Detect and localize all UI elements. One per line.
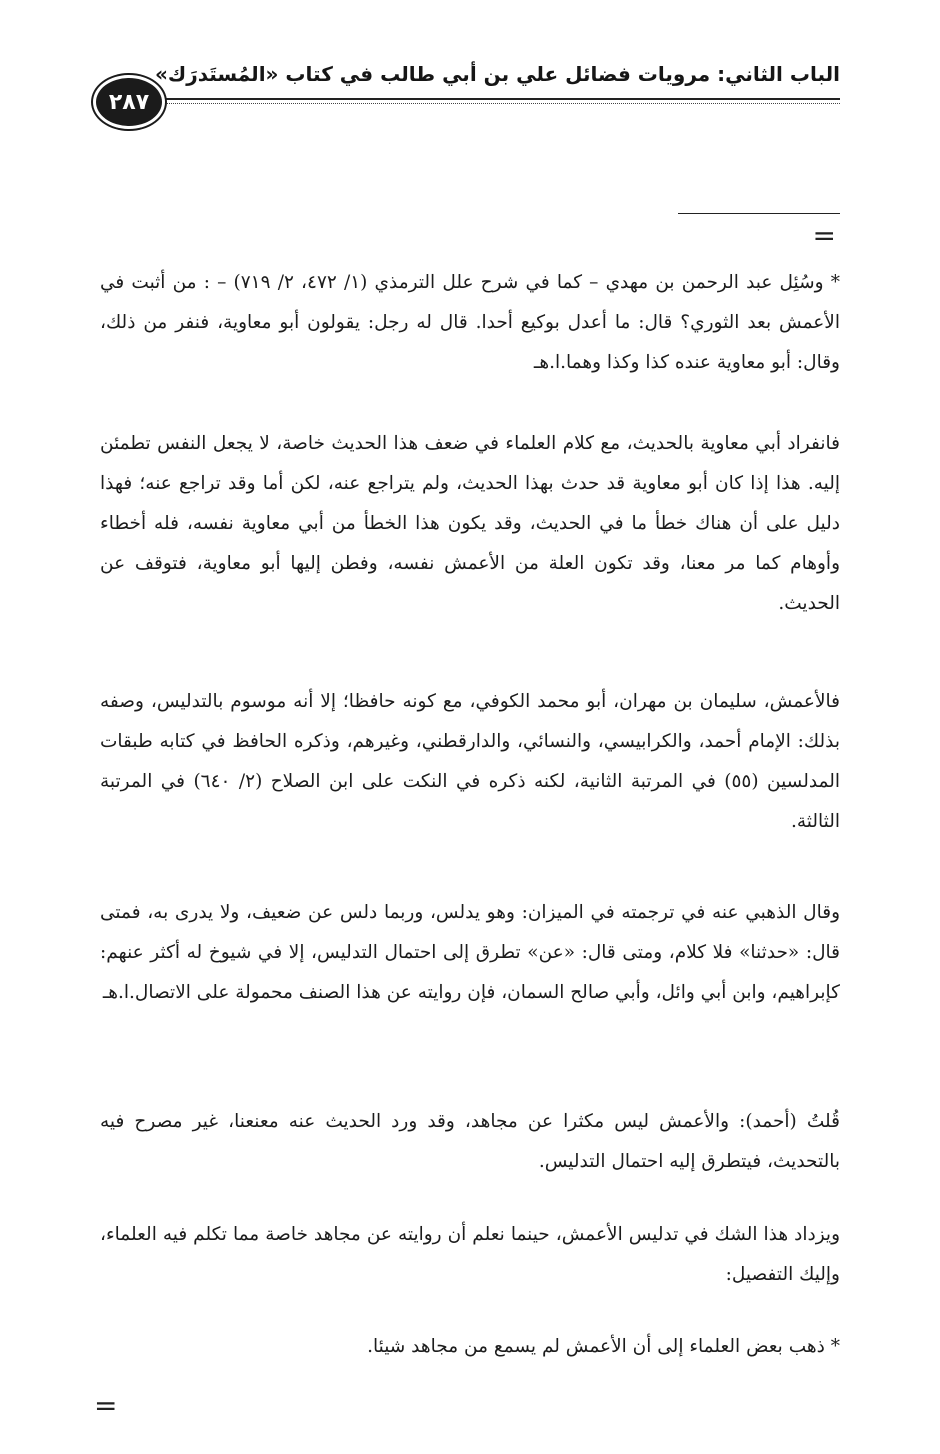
body-paragraph — [100, 1102, 840, 1182]
header-rule-dotted — [148, 103, 840, 104]
body-paragraph — [100, 1215, 840, 1295]
body-paragraph — [100, 1327, 840, 1367]
paragraph: وقال الذهبي عنه في ترجمته في الميزان: وهو يدلس، وربما دلس عن ضعيف، ولا يدرى به، فمتى قال: «حدثنا» فلا كلام، ومتى قال: «عن» تطرق إلى احتمال التدليس، إلا في شيوخ له أكثر عنهم: كإبراهيم، وابن أبي وائل، وأبي صالح السمان، فإن روايته عن هذا الصنف محمولة على الاتصال.ا.هـ — [100, 902, 840, 1003]
body-paragraph — [100, 682, 840, 842]
paragraph: قُلتُ (أحمد): والأعمش ليس مكثرا عن مجاهد، وقد ورد الحديث عنه معنعنا، غير مصرح فيه بالتحديث، فيتطرق إليه احتمال التدليس. — [100, 1111, 840, 1172]
continuation-mark-bottom: = — [94, 1389, 118, 1422]
paragraph: ويزداد هذا الشك في تدليس الأعمش، حينما نعلم أن روايته عن مجاهد خاصة مما تكلم فيه العلماء، وإليك التفصيل: — [100, 1224, 840, 1285]
paragraph: فانفراد أبي معاوية بالحديث، مع كلام العلماء في ضعف هذا الحديث خاصة، لا يجعل النفس تطمئن إليه. هذا إذا كان أبو معاوية قد حدث بهذا الحديث، ولم يتراجع عنه، لكن أما وقد تراجع عنه؛ فهذا دليل على أن هناك خطأ ما في الحديث، وقد يكون هذا الخطأ من أبي معاوية نفسه، فله أخطاء وأوهام كما مر معنا، وقد تكون العلة من الأعمش نفسه، وفطن إليها أبو معاوية، فتوقف عن الحديث. — [100, 433, 840, 614]
body-paragraph — [100, 424, 840, 624]
running-head: الباب الثاني: مرويات فضائل علي بن أبي طالب في كتاب «المُستَدرَك» — [154, 62, 840, 86]
paragraph: فالأعمش، سليمان بن مهران، أبو محمد الكوفي، مع كونه حافظا؛ إلا أنه موسوم بالتدليس، وصفه بذلك: الإمام أحمد، والكرابيسي، والنسائي، والدارقطني، وغيرهم، وذكره الحافظ في كتابه طبقات المدلسين (٥٥) في المرتبة الثانية، لكنه ذكره في النكت على ابن الصلاح (٢/ ٦٤٠) في المرتبة الثالثة. — [100, 691, 841, 832]
page-number-badge: ٢٨٧ — [96, 78, 162, 126]
paragraph: * وسُئِل عبد الرحمن بن مهدي – كما في شرح علل الترمذي (١/ ٤٧٢، ٢/ ٧١٩) – : من أثبت في الأعمش بعد الثوري؟ قال: ما أعدل بوكيع أحدا. قال له رجل: يقولون أبو معاوية، فنفر من ذلك، وقال: أبو معاوية عنده كذا وكذا وهما.ا.هـ — [100, 272, 840, 373]
continuation-mark-top: = — [812, 219, 836, 252]
header-rule — [148, 98, 840, 100]
footnote-separator — [678, 213, 840, 214]
paragraph: * ذهب بعض العلماء إلى أن الأعمش لم يسمع من مجاهد شيئا. — [367, 1336, 840, 1357]
footnote-paragraph — [100, 263, 840, 383]
body-paragraph — [100, 893, 840, 1013]
page-header — [148, 58, 840, 98]
